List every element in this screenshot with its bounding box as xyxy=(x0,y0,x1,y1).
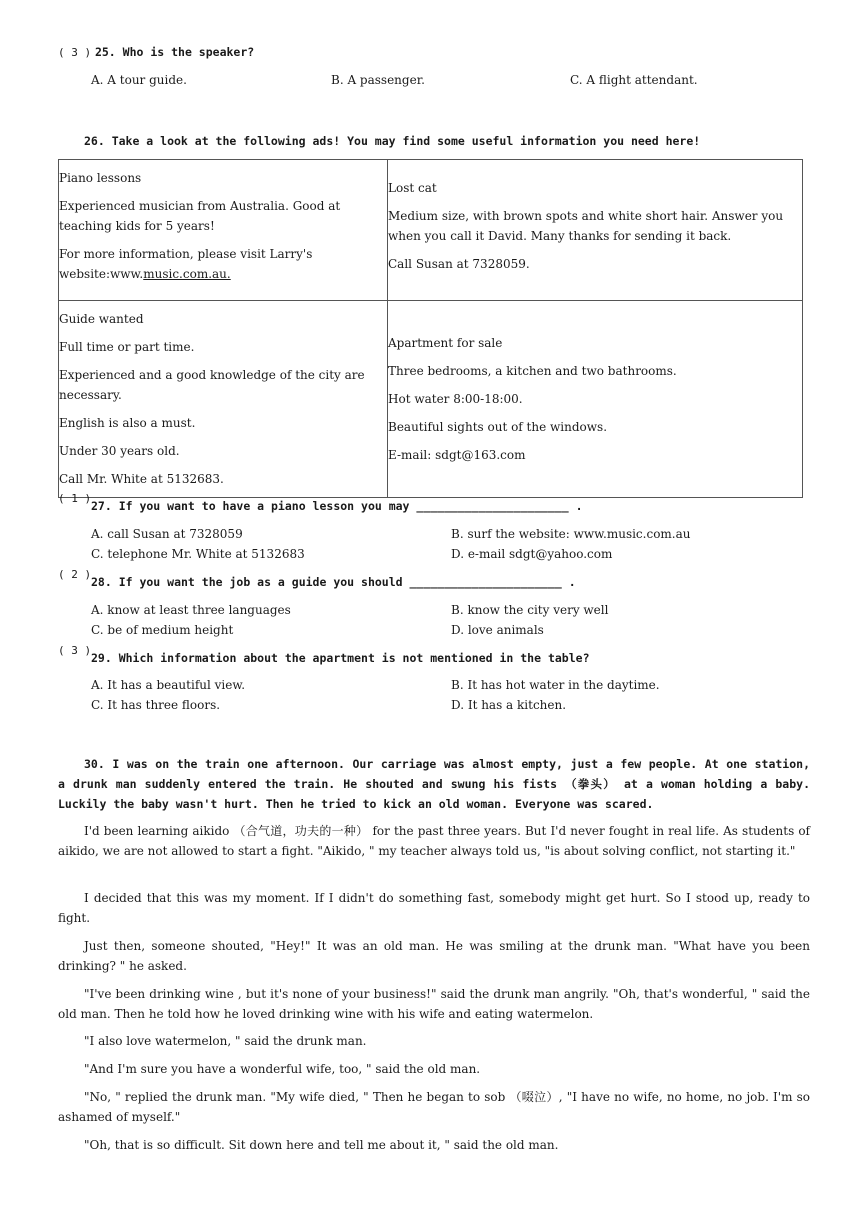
q25-option-c: C. A flight attendant. xyxy=(570,73,698,87)
q27-question: 27. If you want to have a piano lesson you may ______________________ . xyxy=(91,499,583,513)
ad-guide-line3: English is also a must. xyxy=(59,416,196,430)
q27-answer-mark: ( 1 ) xyxy=(58,492,92,505)
ad-apartment-line4: E-mail: sdgt@163.com xyxy=(388,448,526,462)
q28-question: 28. If you want the job as a guide you should ______________________ . xyxy=(91,575,576,589)
q25-question: 25. Who is the speaker? xyxy=(94,45,255,59)
ad-cat-line1: Medium size, with brown spots and white short hair. Answer you when you call it David. Many thanks for sending it back. xyxy=(388,209,784,243)
ad-piano-line1: Experienced musician from Australia. Good at teaching kids for 5 years! xyxy=(59,199,341,233)
q27-option-a: A. call Susan at 7328059 xyxy=(91,527,243,541)
q30-paragraph-5: "I also love watermelon, " said the drunk man. xyxy=(84,1034,367,1048)
ad-apartment-line1: Three bedrooms, a kitchen and two bathrooms. xyxy=(388,364,677,378)
q29-option-c: C. It has three floors. xyxy=(91,698,221,712)
q29-option-d: D. It has a kitchen. xyxy=(451,698,567,712)
ad-apartment-line2: Hot water 8:00-18:00. xyxy=(388,392,523,406)
ad-apartment-title: Apartment for sale xyxy=(388,336,503,350)
ad-guide-line2: Experienced and a good knowledge of the city are necessary. xyxy=(59,368,365,402)
q30-paragraph-3: Just then, someone shouted, "Hey!" It was an old man. He was smiling at the drunk man. "What have you been drinking? " he asked. xyxy=(58,939,810,973)
ad-cat-line2: Call Susan at 7328059. xyxy=(388,257,530,271)
q29-question: 29. Which information about the apartment is not mentioned in the table? xyxy=(91,651,590,665)
ad-guide-line5: Call Mr. White at 5132683. xyxy=(59,472,224,486)
q29-answer-mark: ( 3 ) xyxy=(58,644,92,657)
ad-piano-line2: For more information, please visit Larry's website:www.music.com.au. xyxy=(59,247,313,281)
ad-piano-title: Piano lessons xyxy=(59,171,142,185)
ad-piano-lessons xyxy=(59,160,388,301)
q28-option-a: A. know at least three languages xyxy=(91,603,291,617)
q30-paragraph-1: I'd been learning aikido （合气道，功夫的一种） for the past three years. But I'd never fought in real life. As students of aikido, we are not allowed to start a fight. "Aikido, " my teacher always told us, "is about solving conflict, not starting it." xyxy=(58,824,810,858)
q27-option-c: C. telephone Mr. White at 5132683 xyxy=(91,547,305,561)
q29-option-a: A. It has a beautiful view. xyxy=(91,678,246,692)
q30-paragraph-4: "I've been drinking wine , but it's none of your business!" said the drunk man angrily. "Oh, that's wonderful, " said the old man. Then he told how he loved drinking wine with his wife and eating watermelon. xyxy=(58,987,810,1021)
q25-row xyxy=(58,45,254,59)
ad-apartment-line3: Beautiful sights out of the windows. xyxy=(388,420,608,434)
ad-piano-link[interactable]: music.com.au. xyxy=(143,267,231,281)
q27-option-b: B. surf the website: www.music.com.au xyxy=(451,527,691,541)
q28-option-c: C. be of medium height xyxy=(91,623,234,637)
ads-table xyxy=(58,159,803,498)
ad-lost-cat xyxy=(388,160,803,301)
ad-guide-line1: Full time or part time. xyxy=(59,340,195,354)
q27-option-d: D. e-mail sdgt@yahoo.com xyxy=(451,547,613,561)
q30-paragraph-2: I decided that this was my moment. If I didn't do something fast, somebody might get hurt. So I stood up, ready to fight. xyxy=(58,891,810,925)
q30-paragraph-7: "No, " replied the drunk man. "My wife died, " Then he began to sob （啜泣）, "I have no wife, no home, no job. I'm so ashamed of myself." xyxy=(58,1090,810,1124)
ad-guide-title: Guide wanted xyxy=(59,312,144,326)
q28-answer-mark: ( 2 ) xyxy=(58,568,92,581)
ad-guide-wanted xyxy=(59,301,388,498)
q30-paragraph-6: "And I'm sure you have a wonderful wife, too, " said the old man. xyxy=(84,1062,481,1076)
q29-option-b: B. It has hot water in the daytime. xyxy=(451,678,660,692)
ad-apartment-for-sale xyxy=(388,301,803,498)
ad-guide-line4: Under 30 years old. xyxy=(59,444,180,458)
ad-cat-title: Lost cat xyxy=(388,181,437,195)
q28-option-b: B. know the city very well xyxy=(451,603,609,617)
q25-answer-mark: ( 3 ) xyxy=(58,46,92,59)
q26-title: 26. Take a look at the following ads! You may find some useful information you need here! xyxy=(84,134,701,148)
q28-option-d: D. love animals xyxy=(451,623,544,637)
q30-intro: 30. I was on the train one afternoon. Our carriage was almost empty, just a few people. At one station, a drunk man suddenly entered the train. He shouted and swung his fists （拳头） at a woman holding a baby. Luckily the baby wasn't hurt. Then he tried to kick an old woman. Everyone was scared. xyxy=(58,757,810,811)
q25-option-b: B. A passenger. xyxy=(331,73,425,87)
q30-paragraph-8: "Oh, that is so difficult. Sit down here and tell me about it, " said the old man. xyxy=(84,1138,559,1152)
q25-option-a: A. A tour guide. xyxy=(91,73,187,87)
